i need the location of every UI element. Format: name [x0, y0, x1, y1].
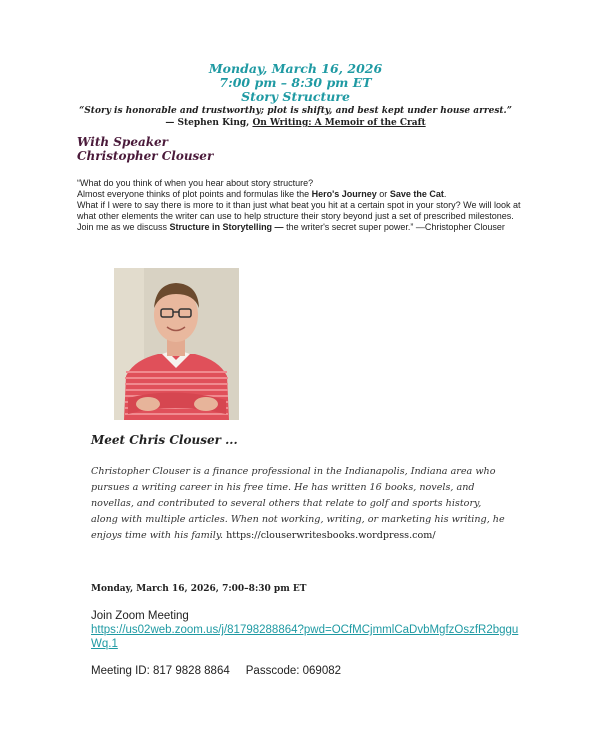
description-text: or: [376, 189, 390, 199]
book-title: On Writing: A Memoir of the Craft: [252, 118, 426, 128]
description-line-2: [77, 189, 522, 200]
meeting-id: Meeting ID: 817 9828 8864: [91, 665, 230, 677]
speaker-bio: [91, 464, 511, 544]
description-paragraph: [77, 200, 522, 233]
description-text: What if I were to say there is more to it than just what beat you hit at a certain spot in your story? We will look at what other elements the writer can use to help structure their story beyond just a set of prescribed milestones. Join me as we discuss: [77, 200, 521, 232]
bio-text: Christopher Clouser is a finance professional in the Indianapolis, Indiana area who pursues a writing career in his free time. He has written 16 books, novels, and novellas, and contributed to several others that relate to golf and sports history, along with multiple articles. When not working, writing, or marketing his writing, he enjoys time with his family.: [91, 466, 505, 541]
zoom-section: [91, 609, 521, 651]
speaker-portrait-graphic: [114, 268, 239, 420]
speaker-heading: [77, 135, 213, 163]
event-time: 7:00 pm – 8:30 pm ET: [219, 75, 372, 90]
save-the-cat-term: Save the Cat: [389, 189, 444, 199]
epigraph-attribution: [0, 118, 591, 128]
author-website-link[interactable]: https://clouserwritesbooks.wordpress.com/: [226, 530, 436, 541]
description-text: Almost everyone thinks of plot points and formulas like the: [77, 189, 312, 199]
structure-term: Structure in Storytelling —: [169, 222, 287, 232]
meeting-passcode: Passcode: 069082: [245, 665, 342, 677]
epigraph-quote: “Story is honorable and trustworthy; plot is shifty, and best kept under house arrest.”: [79, 106, 512, 116]
heros-journey-term: Hero's Journey: [311, 189, 377, 199]
bio-heading: Meet Chris Clouser ...: [91, 433, 238, 447]
zoom-meeting-link[interactable]: https://us02web.zoom.us/j/81798288864?pwd=OCfMCjmmlCaDvbMgfzOszfR2bgguWq.1: [91, 624, 519, 650]
event-header: [0, 62, 591, 128]
speaker-intro: With Speaker: [77, 135, 169, 149]
event-date-line: Monday, March 16, 2026, 7:00–8:30 pm ET: [91, 584, 307, 594]
attribution-prefix: — Stephen King,: [165, 118, 253, 128]
speaker-name: Christopher Clouser: [77, 149, 214, 163]
event-topic: Story Structure: [241, 89, 350, 104]
meeting-credentials: [91, 665, 341, 677]
description-text: .: [443, 189, 447, 199]
speaker-photo: [114, 268, 239, 420]
description-line-1: “What do you think of when you hear about story structure?: [77, 178, 314, 188]
event-date: Monday, March 16, 2026: [208, 61, 383, 76]
description-text: the writer's secret super power.” —Christopher Clouser: [286, 222, 505, 232]
talk-description: [77, 178, 522, 233]
join-zoom-label: Join Zoom Meeting: [91, 610, 189, 622]
